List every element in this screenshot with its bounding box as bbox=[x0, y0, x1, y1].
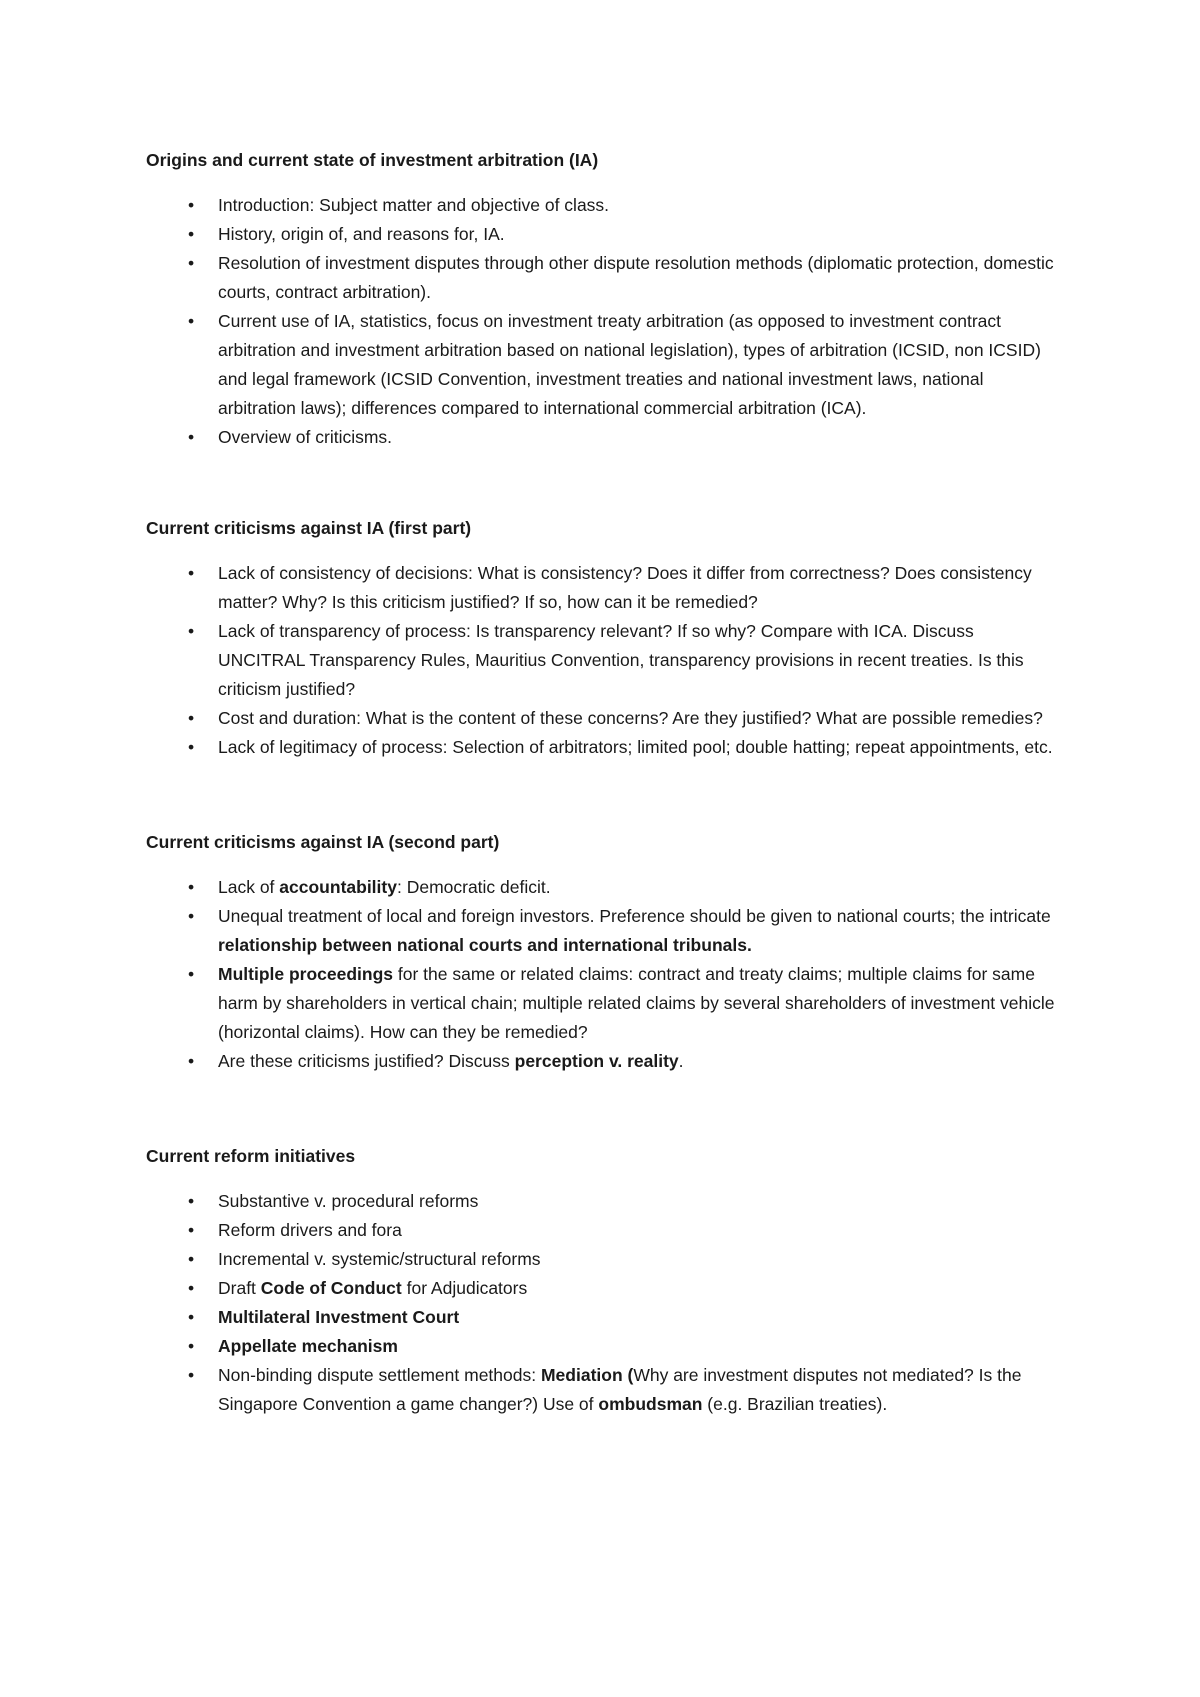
bullet-icon: • bbox=[188, 906, 195, 926]
bullet-icon: • bbox=[188, 621, 195, 641]
item-text: Draft bbox=[218, 1278, 261, 1298]
item-text: Substantive v. procedural reforms bbox=[218, 1191, 479, 1211]
item-text: Current use of IA, statistics, focus on investment treaty arbitration (as opposed to investment contract arbitration and investment arbitration based on national legislation), types of arbitration (ICSID, non ICSID) and legal framework (ICSID Convention, investment treaties and national investment laws, national arbitration laws); differences compared to international commercial arbitration (ICA). bbox=[218, 311, 1041, 418]
bullet-icon: • bbox=[188, 1051, 195, 1071]
list-item bbox=[146, 873, 1056, 902]
bold-text: ombudsman bbox=[598, 1394, 703, 1414]
bold-text: Multiple proceedings bbox=[218, 964, 394, 984]
list-item bbox=[146, 733, 1056, 762]
item-text: History, origin of, and reasons for, IA. bbox=[218, 224, 505, 244]
bullet-icon: • bbox=[188, 195, 195, 215]
list-item bbox=[146, 902, 1056, 960]
list-item bbox=[146, 960, 1056, 1047]
section-title: Current criticisms against IA (first part) bbox=[146, 518, 472, 538]
bullet-icon: • bbox=[188, 253, 195, 273]
bullet-icon: • bbox=[188, 877, 195, 897]
list-item bbox=[146, 1303, 1056, 1332]
bullet-icon: • bbox=[188, 427, 195, 447]
item-text: Unequal treatment of local and foreign investors. Preference should be given to national courts; the intricate bbox=[218, 906, 1051, 926]
item-text: for Adjudicators bbox=[401, 1278, 528, 1298]
bold-text: Multilateral Investment Court bbox=[218, 1307, 460, 1327]
list-item bbox=[146, 1361, 1056, 1419]
bullet-icon: • bbox=[188, 737, 195, 757]
item-text: Reform drivers and fora bbox=[218, 1220, 402, 1240]
section-title: Current criticisms against IA (second part) bbox=[146, 832, 500, 852]
list-item bbox=[146, 191, 1056, 220]
bullet-icon: • bbox=[188, 1220, 195, 1240]
bullet-icon: • bbox=[188, 1278, 195, 1298]
bold-text: Mediation ( bbox=[540, 1365, 634, 1385]
item-text: Lack of consistency of decisions: What is consistency? Does it differ from correctness? Does consistency matter? Why? Is this criticism justified? If so, how can it be remedied? bbox=[218, 563, 1032, 612]
section-reform-initiatives bbox=[146, 1142, 1056, 1419]
section-criticisms-second-part bbox=[146, 828, 1056, 1076]
section-criticisms-first-part bbox=[146, 514, 1056, 762]
bullet-icon: • bbox=[188, 224, 195, 244]
item-text: for the same or related claims: contract and treaty claims; multiple claims for same harm by shareholders in vertical chain; multiple related claims by several shareholders of investment vehicle (horizontal claims). How can they be remedied? bbox=[218, 964, 1055, 1042]
item-text: Overview of criticisms. bbox=[218, 427, 393, 447]
list-item bbox=[146, 1332, 1056, 1361]
item-text: : Democratic deficit. bbox=[396, 877, 551, 897]
list-item bbox=[146, 617, 1056, 704]
item-text: Lack of legitimacy of process: Selection of arbitrators; limited pool; double hatting; repeat appointments, etc. bbox=[218, 737, 1053, 757]
item-text: Why are investment disputes not mediated? Is the Singapore Convention a game changer?) Use of bbox=[218, 1365, 1022, 1414]
bullet-list bbox=[146, 1187, 1056, 1419]
bullet-list bbox=[146, 191, 1056, 452]
item-text: Resolution of investment disputes through other dispute resolution methods (diplomatic protection, domestic courts, contract arbitration). bbox=[218, 253, 1054, 302]
item-text: Lack of transparency of process: Is transparency relevant? If so why? Compare with ICA. Discuss UNCITRAL Transparency Rules, Mauritius Convention, transparency provisions in recent treaties. Is this criticism justified? bbox=[218, 621, 1024, 699]
item-text: Non-binding dispute settlement methods: bbox=[218, 1365, 541, 1385]
bullet-icon: • bbox=[188, 708, 195, 728]
list-item bbox=[146, 1274, 1056, 1303]
item-text: Lack of bbox=[218, 877, 280, 897]
bullet-icon: • bbox=[188, 563, 195, 583]
section-title: Current reform initiatives bbox=[146, 1146, 356, 1166]
bold-text: Code of Conduct bbox=[260, 1278, 402, 1298]
section-origins bbox=[146, 146, 1056, 452]
section-title: Origins and current state of investment arbitration (IA) bbox=[146, 150, 599, 170]
bullet-icon: • bbox=[188, 964, 195, 984]
bullet-icon: • bbox=[188, 1365, 195, 1385]
list-item bbox=[146, 559, 1056, 617]
bullet-icon: • bbox=[188, 1249, 195, 1269]
list-item bbox=[146, 220, 1056, 249]
document-body bbox=[146, 146, 1056, 1419]
bullet-list bbox=[146, 873, 1056, 1076]
item-text: Are these criticisms justified? Discuss bbox=[218, 1051, 515, 1071]
list-item bbox=[146, 1216, 1056, 1245]
bullet-icon: • bbox=[188, 1307, 195, 1327]
bullet-icon: • bbox=[188, 1336, 195, 1356]
list-item bbox=[146, 704, 1056, 733]
item-text: Introduction: Subject matter and objective of class. bbox=[218, 195, 610, 215]
list-item bbox=[146, 249, 1056, 307]
list-item bbox=[146, 1187, 1056, 1216]
list-item bbox=[146, 423, 1056, 452]
list-item bbox=[146, 307, 1056, 423]
bullet-icon: • bbox=[188, 311, 195, 331]
list-item bbox=[146, 1047, 1056, 1076]
item-text: (e.g. Brazilian treaties). bbox=[702, 1394, 888, 1414]
bold-text: accountability bbox=[279, 877, 397, 897]
item-text: Incremental v. systemic/structural reforms bbox=[218, 1249, 541, 1269]
bullet-icon: • bbox=[188, 1191, 195, 1211]
bold-text: Appellate mechanism bbox=[218, 1336, 398, 1356]
bold-text: relationship between national courts and international tribunals. bbox=[218, 935, 752, 955]
bold-text: perception v. reality bbox=[514, 1051, 679, 1071]
item-text: Cost and duration: What is the content of these concerns? Are they justified? What are possible remedies? bbox=[218, 708, 1043, 728]
list-item bbox=[146, 1245, 1056, 1274]
bullet-list bbox=[146, 559, 1056, 762]
item-text: . bbox=[678, 1051, 684, 1071]
